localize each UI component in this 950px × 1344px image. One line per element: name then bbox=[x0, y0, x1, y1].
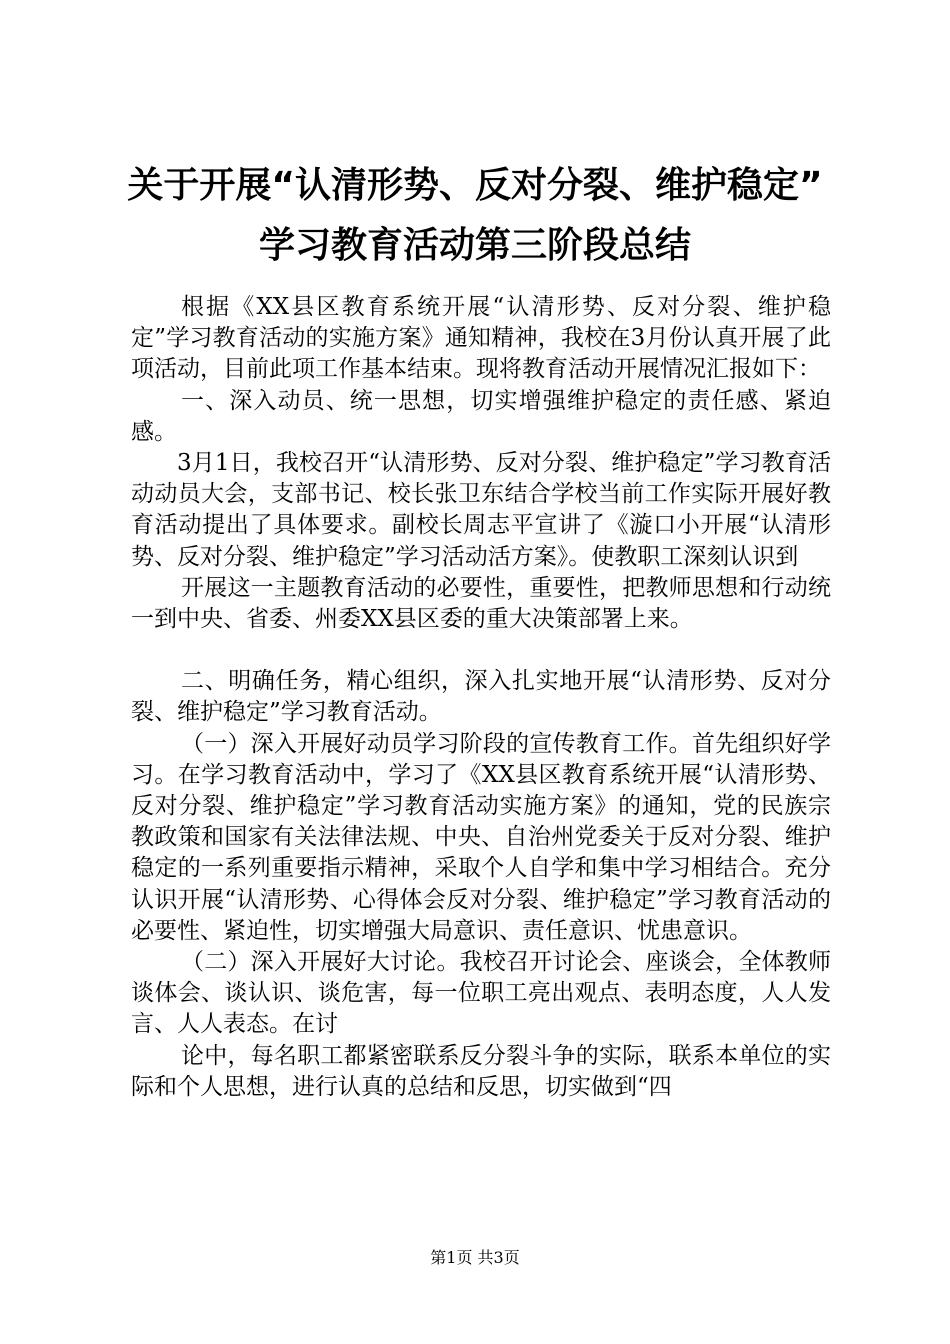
paragraph-necessity: 开展这一主题教育活动的必要性，重要性，把教师思想和行动统一到中央、省委、州委XX县区委的重大决策部署上来。 bbox=[131, 574, 831, 633]
document-title-line-1: 关于开展“认清形势、反对分裂、维护稳定” bbox=[127, 165, 823, 206]
paragraph-mobilization-meeting: 3月1日，我校召开“认清形势、反对分裂、维护稳定”学习教育活动动员大会，支部书记、校长张卫东结合学校当前工作实际开展好教育活动提出了具体要求。副校长周志平宣讲了《漩口小开展“认清形势、反对分裂、维护稳定”学习活动活方案》。使教职工深刻认识到 bbox=[131, 450, 831, 570]
paragraph-spacer bbox=[131, 635, 831, 666]
paragraph-subsection-1: （一）深入开展好动员学习阶段的宣传教育工作。首先组织好学习。在学习教育活动中，学习了《XX县区教育系统开展“认清形势、反对分裂、维护稳定”学习教育活动实施方案》的通知，党的民族宗教政策和国家有关法律法规、中央、自治州党委关于反对分裂、维护稳定的一系列重要指示精神，采取个人自学和集中学习相结合。充分认识开展“认清形势、心得体会反对分裂、维护稳定”学习教育活动的必要性、紧迫性，切实增强大局意识、责任意识、忧患意识。 bbox=[131, 730, 831, 944]
page-footer: 第1页 共3页 bbox=[430, 1248, 520, 1267]
paragraph-subsection-2: （二）深入开展好大讨论。我校召开讨论会、座谈会，全体教师谈体会、谈认识、谈危害，每一位职工亮出观点、表明态度，人人发言、人人表态。在讨 bbox=[131, 949, 831, 1038]
paragraph-section-2-heading: 二、明确任务，精心组织，深入扎实地开展“认清形势、反对分裂、维护稳定”学习教育活动。 bbox=[131, 668, 831, 726]
paragraph-section-1-heading: 一、深入动员、统一思想，切实增强维护稳定的责任感、紧迫感。 bbox=[131, 387, 831, 445]
document-title-line-2: 学习教育活动第三阶段总结 bbox=[258, 225, 691, 266]
paragraph-intro: 根据《XX县区教育系统开展“认清形势、反对分裂、维护稳定”学习教育活动的实施方案》通知精神，我校在3月份认真开展了此项活动，目前此项工作基本结束。现将教育活动开展情况汇报如下： bbox=[131, 294, 831, 383]
paragraph-discussion: 论中，每名职工都紧密联系反分裂斗争的实际，联系本单位的实际和个人思想，进行认真的总结和反思，切实做到“四 bbox=[131, 1042, 831, 1100]
document-body bbox=[131, 292, 831, 1103]
